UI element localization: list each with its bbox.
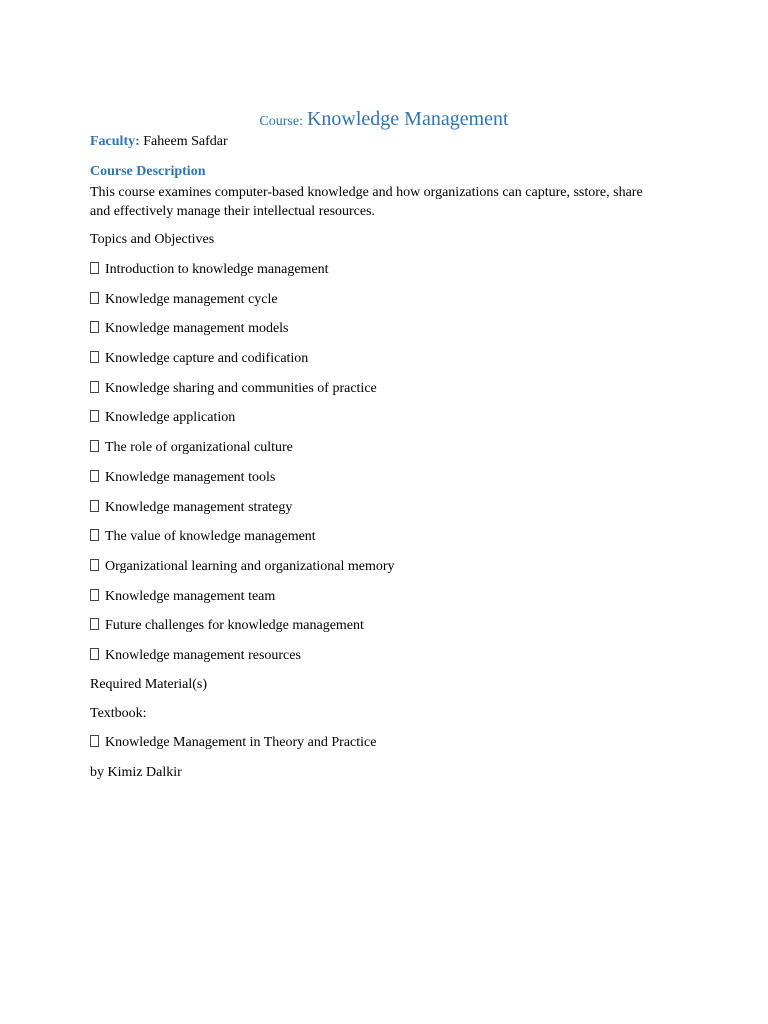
topic-item-label: Knowledge management team <box>105 588 276 604</box>
topic-list <box>90 261 395 677</box>
topic-item-label: Organizational learning and organizational memory <box>105 558 395 574</box>
missing-glyph-box-icon <box>90 440 99 452</box>
course-description-heading: Course Description <box>90 164 206 179</box>
missing-glyph-box-icon <box>90 470 99 482</box>
topic-item-label: Knowledge application <box>105 410 236 426</box>
topic-item <box>90 558 395 588</box>
topic-item <box>90 647 395 677</box>
topic-item <box>90 409 395 439</box>
missing-glyph-box-icon <box>90 618 99 630</box>
missing-glyph-box-icon <box>90 410 99 422</box>
topic-item <box>90 469 395 499</box>
topic-item-label: Knowledge management cycle <box>105 291 278 307</box>
missing-glyph-box-icon <box>90 321 99 333</box>
missing-glyph-box-icon <box>90 351 99 363</box>
topic-item-label: Introduction to knowledge management <box>105 262 329 277</box>
topic-item-label: The value of knowledge management <box>105 529 316 545</box>
textbook-item <box>90 735 376 751</box>
faculty-line <box>90 134 228 150</box>
topic-item-label: Knowledge sharing and communities of practice <box>105 380 377 396</box>
topic-item-label: Knowledge capture and codification <box>105 351 309 367</box>
topic-item-label: Future challenges for knowledge management <box>105 618 364 634</box>
topic-item <box>90 617 395 647</box>
textbook-author: by Kimiz Dalkir <box>90 765 182 780</box>
course-title <box>90 108 678 131</box>
topic-item <box>90 320 395 350</box>
textbook-title: Knowledge Management in Theory and Practice <box>105 735 377 750</box>
topic-item <box>90 380 395 410</box>
course-title-prefix: Course: <box>259 114 303 129</box>
missing-glyph-box-icon <box>90 559 99 571</box>
topic-item <box>90 439 395 469</box>
faculty-label: Faculty: <box>90 134 140 149</box>
missing-glyph-box-icon <box>90 529 99 541</box>
topic-item <box>90 528 395 558</box>
topics-heading: Topics and Objectives <box>90 232 215 247</box>
missing-glyph-box-icon <box>90 500 99 512</box>
topic-item <box>90 499 395 529</box>
topic-item-label: Knowledge management tools <box>105 469 276 485</box>
topic-item-label: Knowledge management resources <box>105 647 301 663</box>
course-title-text: Knowledge Management <box>306 108 509 130</box>
topic-item <box>90 291 395 321</box>
course-description-text: This course examines computer-based knowledge and how organizations can capture, sstore, share and effectively manage their intellectual resources. <box>90 185 643 219</box>
topic-item <box>90 588 395 618</box>
faculty-name: Faheem Safdar <box>143 134 228 149</box>
topic-item <box>90 261 395 291</box>
missing-glyph-box-icon <box>90 648 99 660</box>
topic-item-label: Knowledge management strategy <box>105 499 293 515</box>
topic-item <box>90 350 395 380</box>
missing-glyph-box-icon <box>90 735 99 747</box>
textbook-label: Textbook: <box>90 706 147 721</box>
topic-item-label: The role of organizational culture <box>105 440 293 456</box>
topic-item-label: Knowledge management models <box>105 321 289 337</box>
missing-glyph-box-icon <box>90 381 99 393</box>
missing-glyph-box-icon <box>90 262 99 274</box>
missing-glyph-box-icon <box>90 589 99 601</box>
required-materials-heading: Required Material(s) <box>90 677 208 692</box>
missing-glyph-box-icon <box>90 292 99 304</box>
